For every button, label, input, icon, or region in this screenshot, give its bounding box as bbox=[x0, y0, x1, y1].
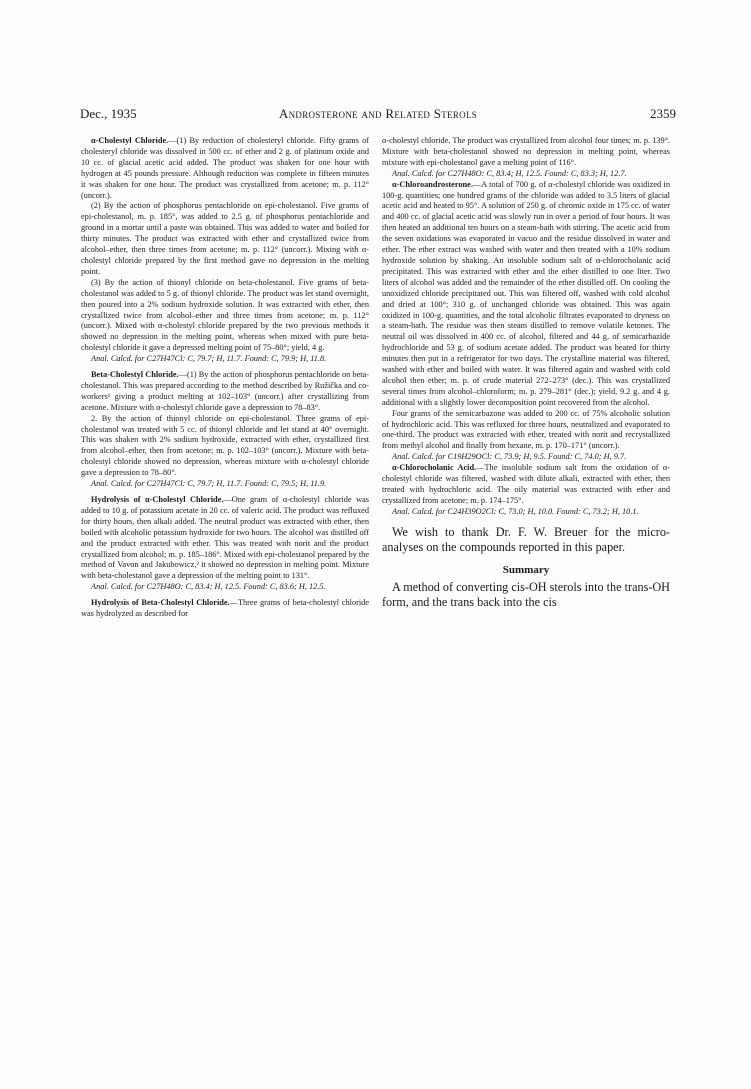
paragraph-text: —A total of 700 g. of α-cholestyl chloride was oxidized in 100-g. quantities; one hundred grams of the chloride was added to 3.5 liters of glacial acetic acid and heated to 95°. A solution of 250 g. of chromic oxide in 175 cc. of water and 400 cc. of glacial acetic acid was slowly run in over a period of four hours. It was then heated an additional ten hours on a steam-bath with stirring. The acetic acid from the seven oxidations was evaporated in vacuo and the residue dissolved in water and ether. The ether extract was washed with water and then treated with a 10% sodium hydroxide solution by shaking. An insoluble sodium salt of α-chlorocholanic acid precipitated. This was extracted with ether and the ether distilled to one liter. Two liters of alcohol was added and the remainder of the ether distilled off. On cooling the unoxidized chloride precipitated out. This was filtered off, washed with cold alcohol and dried at 100°; 310 g. of unchanged chloride was obtained. This was again oxidized in 100-g. quantities, and the total alcoholic filtrates evaporated to dryness on a steam-bath. The residue was then steam distilled to remove volatile ketones. The neutral oil was dissolved in 400 cc. of alcohol, filtered and 44 g. of semicarbazide hydrochloride and 53 g. of sodium acetate added. The product was heated for thirty minutes then put in a refrigerator for two days. The crystalline material was filtered, washed with ether and boiled with water. It was filtered again and washed with cold alcohol then ether; m. p. of crude material 272–273° (dec.). This was crystallized several times from alcohol–chloroform; m. p. 279–281° (dec.); yield, 9.2 g. and 4 g. additional with a slightly lower decomposition point recovered from the alcohol. bbox=[382, 179, 670, 407]
paragraph-text: —(1) By reduction of cholesteryl chloride. Fifty grams of cholesteryl chloride was dissolved in 500 cc. of ether and 2 g. of platinum oxide and 10 cc. of glacial acetic acid added. The product was shaken for one hour with hydrogen at 45 pounds pressure. Although reduction was complete in fifteen minutes it was shaken for one hour. The product was crystallized from acetone; m. p. 112° (uncorr.). bbox=[81, 136, 369, 200]
paragraph-text: —Three grams of beta-cholestyl chloride was hydrolyzed as described for bbox=[81, 598, 369, 619]
acknowledgment: We wish to thank Dr. F. W. Breuer for the micro-analyses on the compounds reported in this paper. bbox=[382, 524, 670, 555]
analysis-line bbox=[81, 582, 369, 593]
paragraph bbox=[81, 136, 369, 201]
paragraph-text: Anal. Calcd. for C27H48O: C, 83.4; H, 12.5. Found: C, 83.6; H, 12.5. bbox=[91, 582, 326, 592]
running-header bbox=[80, 106, 676, 124]
paragraph-text: Anal. Calcd. for C24H39O2Cl: C, 73.0; H, 10.0. Found: C, 73.2; H, 10.1. bbox=[392, 506, 639, 516]
paragraph-text: Anal. Calcd. for C27H47Cl: C, 79.7; H, 11.7. Found: C, 79.5; H, 11.9. bbox=[91, 479, 327, 489]
paragraph-text: —The insoluble sodium salt from the oxidation of α-cholestyl chloride was filtered, washed with dilute alkali, extracted with ether, then treated with hydrochloric acid. The oily material was extracted with ether and crystallized from acetone; m. p. 174–175°. bbox=[382, 463, 671, 505]
page-number: 2359 bbox=[650, 106, 676, 121]
paragraph bbox=[81, 495, 369, 582]
left-column bbox=[81, 136, 369, 620]
section-title: Hydrolysis of α-Cholestyl Chloride. bbox=[91, 495, 224, 504]
paragraph bbox=[81, 370, 369, 414]
analysis-line bbox=[81, 479, 369, 490]
running-title: Androsterone and Related Sterols bbox=[278, 106, 478, 121]
section-title: α-Cholestyl Chloride. bbox=[91, 136, 169, 145]
paragraph bbox=[382, 180, 670, 409]
paragraph bbox=[382, 409, 670, 453]
issue-date: Dec., 1935 bbox=[80, 106, 137, 121]
paragraph-text: Four grams of the semicarbazone was added to 200 cc. of 75% alcoholic solution of hydrochloric acid. This was refluxed for three hours, neutralized and evaporated to one-third. The product was extracted with ether, treated with norit and recrystallized from methyl alcohol and finally from hexane, m. p. 170–171° (uncorr.). bbox=[382, 408, 670, 451]
analysis-line bbox=[382, 507, 670, 518]
summary-text: A method of converting cis-OH sterols into the trans-OH form, and the trans back into the cis bbox=[382, 579, 670, 610]
paragraph-text: (3) By the action of thionyl chloride on beta-cholestanol. Five grams of beta-cholestanol was added to 5 g. of thionyl chloride. The product was let stand overnight, then poured into a 2% sodium hydroxide solution. It was extracted with ether, then crystallized twice from alcohol–ether and three times from acetone; m. p. 112° (uncorr.). Mixed with α-cholestyl chloride prepared by the two previous methods it showed no depression in the melting point, whereas when mixed with pure beta-cholestyl chloride it gave a depressed melting point of 75–80°; yield, 4 g. bbox=[81, 277, 369, 353]
paragraph-text: —(1) By the action of phosphorus pentachloride on beta-cholestanol. This was prepared according to the method described by Ružička and co-workers¹ giving a product melting at 102–103° (uncorr.) after crystallizing from acetone. Mixture with α-cholestyl chloride gave a depression to 78–83°. bbox=[81, 370, 369, 412]
paragraph-text: Anal. Calcd. for C27H48O: C, 83.4; H, 12.5. Found: C, 83.3; H, 12.7. bbox=[392, 168, 627, 178]
section-title: Beta-Cholestyl Chloride. bbox=[91, 370, 179, 380]
paragraph-text: α-cholestyl chloride. The product was crystallized from alcohol four times; m. p. 139°. Mixture with beta-cholestanol showed no depression in melting point, whereas mixture with epi-cholestanol gave a melting point of 116°. bbox=[382, 136, 670, 167]
paragraph bbox=[382, 136, 670, 169]
summary-heading: Summary bbox=[502, 563, 550, 576]
paragraph-text: (2) By the action of phosphorus pentachloride on epi-cholestanol. Five grams of epi-cholestanol, m. p. 185°, was added to 2.5 g. of phosphorus pentachloride and ground in a mortar until a paste was obtained. This was added to water and boiled for thirty minutes. The product was extracted with ether and crystallized twice from alcohol–ether, then three times from acetone; m. p. 112° (uncorr.). Mixing with α-cholestyl chloride prepared by the first method gave no depression in the melting point. bbox=[81, 201, 369, 276]
analysis-line bbox=[81, 354, 369, 365]
paragraph bbox=[382, 463, 670, 507]
paragraph bbox=[81, 201, 369, 277]
analysis-line bbox=[382, 452, 670, 463]
paragraph-text: 2. By the action of thionyl chloride on epi-cholestanol. Three grams of epi-cholestanol was treated with 5 cc. of thionyl chloride and let stand at 40° overnight. This was shaken with 2% sodium hydroxide, extracted with ether, crystallized first from alcohol–ether, then from acetone; m. p. 102–103° (uncorr.). Mixture with beta-cholestyl chloride showed no depression, whereas mixture with α-cholestyl chloride gave a depression to 78–80°. bbox=[81, 413, 369, 478]
section-title: Hydrolysis of Beta-Cholestyl Chloride. bbox=[91, 598, 230, 608]
paragraph bbox=[81, 278, 369, 354]
section-title: α-Chloroandrosterone. bbox=[392, 179, 473, 189]
section-title: α-Chlorocholanic Acid. bbox=[392, 463, 477, 473]
analysis-line bbox=[382, 169, 670, 180]
right-column bbox=[382, 136, 670, 611]
paragraph-text: Anal. Calcd. for C27H47Cl: C, 79.7; H, 11.7. Found: C, 79.9; H, 11.8. bbox=[91, 354, 327, 364]
paragraph bbox=[81, 598, 369, 620]
paragraph-text: Anal. Calcd. for C19H29OCl: C, 73.9; H, 9.5. Found: C, 74.0; H, 9.7. bbox=[392, 452, 627, 462]
paragraph-text: —One gram of α-cholestyl chloride was added to 10 g. of potassium acetate in 20 cc. of valeric acid. The product was refluxed for thirty hours, then alkali added. The neutral product was extracted with ether, then boiled with alcoholic potassium hydroxide for two hours. The alcohol was distilled off and the product extracted with ether. This was treated with norit and the product crystallized from alcohol; m. p. 185–186°. Mixed with epi-cholestanol prepared by the method of Vavon and Jakubowicz,² it showed no depression in melting point. Mixture with beta-cholestanol gave a depression of the melting point to 131°. bbox=[81, 495, 370, 581]
paragraph bbox=[81, 414, 369, 479]
